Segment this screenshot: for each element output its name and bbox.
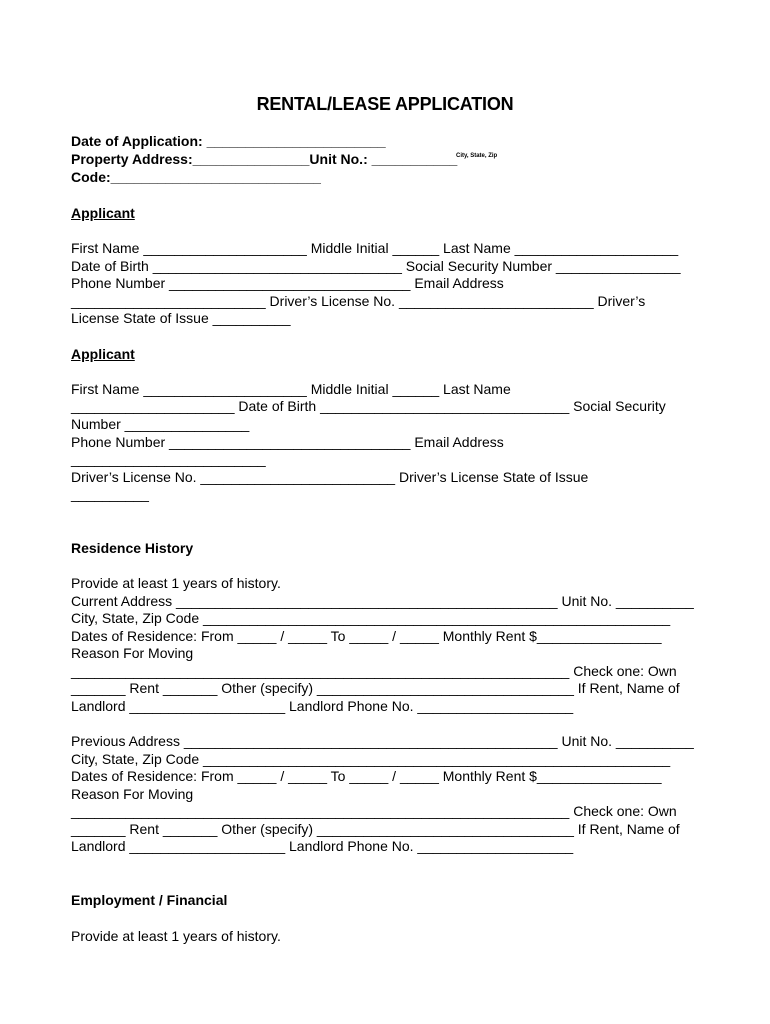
applicant-2-line[interactable]: Phone Number _______________________________ Email Address <box>71 434 504 450</box>
current-residence-line[interactable]: ________________________________________________________________ Check one: Own <box>71 663 677 679</box>
current-residence-line[interactable]: City, State, Zip Code ____________________________________________________________ <box>71 610 671 626</box>
applicant-1-line[interactable]: First Name _____________________ Middle Initial ______ Last Name _____________________ <box>71 240 679 256</box>
current-residence-line[interactable]: Landlord ____________________ Landlord Phone No. ____________________ <box>71 698 574 714</box>
previous-residence-line[interactable]: Previous Address ________________________________________________ Unit No. __________ <box>71 733 694 749</box>
previous-residence-line[interactable]: Dates of Residence: From _____ / _____ To _____ / _____ Monthly Rent $________________ <box>71 768 662 784</box>
code-field[interactable]: Code:___________________________ <box>71 169 321 185</box>
applicant-1-line[interactable]: _________________________ Driver’s License No. _________________________ Driver’s <box>71 293 646 309</box>
applicant-1-line[interactable]: Phone Number _______________________________ Email Address <box>71 275 504 291</box>
employment-heading: Employment / Financial <box>71 892 228 908</box>
property-address-field[interactable]: Property Address:_______________Unit No.: ___________ <box>71 151 458 167</box>
applicant-2-line[interactable]: __________ <box>71 486 149 502</box>
applicant-1-heading: Applicant <box>71 205 135 221</box>
applicant-2-line[interactable]: _________________________ <box>71 451 266 467</box>
previous-residence-line[interactable]: City, State, Zip Code ____________________________________________________________ <box>71 751 671 767</box>
date-of-application-field[interactable]: Date of Application: _______________________ <box>71 133 386 149</box>
city-state-zip-caption: City, State, Zip <box>456 153 498 159</box>
residence-history-intro: Provide at least 1 years of history. <box>71 575 281 591</box>
residence-history-heading: Residence History <box>71 540 194 556</box>
applicant-2-heading: Applicant <box>71 346 135 362</box>
page-title: RENTAL/LEASE APPLICATION <box>256 94 514 114</box>
previous-residence-line: Reason For Moving <box>71 786 194 802</box>
current-residence-line[interactable]: _______ Rent _______ Other (specify) _________________________________ If Rent, Name of <box>71 680 680 696</box>
applicant-1-line[interactable]: License State of Issue __________ <box>71 310 291 326</box>
employment-intro: Provide at least 1 years of history. <box>71 928 281 944</box>
previous-residence-line[interactable]: ________________________________________________________________ Check one: Own <box>71 803 677 819</box>
applicant-2-line[interactable]: _____________________ Date of Birth ________________________________ Social Security <box>71 398 666 414</box>
previous-residence-line[interactable]: _______ Rent _______ Other (specify) _________________________________ If Rent, Name of <box>71 821 680 837</box>
current-residence-line: Reason For Moving <box>71 645 194 661</box>
previous-residence-line[interactable]: Landlord ____________________ Landlord Phone No. ____________________ <box>71 838 574 854</box>
current-residence-line[interactable]: Current Address _________________________________________________ Unit No. __________ <box>71 593 694 609</box>
current-residence-line[interactable]: Dates of Residence: From _____ / _____ To _____ / _____ Monthly Rent $________________ <box>71 628 662 644</box>
applicant-2-line[interactable]: First Name _____________________ Middle Initial ______ Last Name <box>71 381 511 397</box>
applicant-2-line[interactable]: Number ________________ <box>71 416 250 432</box>
applicant-2-line[interactable]: Driver’s License No. _________________________ Driver’s License State of Issue <box>71 469 589 485</box>
applicant-1-line[interactable]: Date of Birth ________________________________ Social Security Number ________________ <box>71 258 681 274</box>
